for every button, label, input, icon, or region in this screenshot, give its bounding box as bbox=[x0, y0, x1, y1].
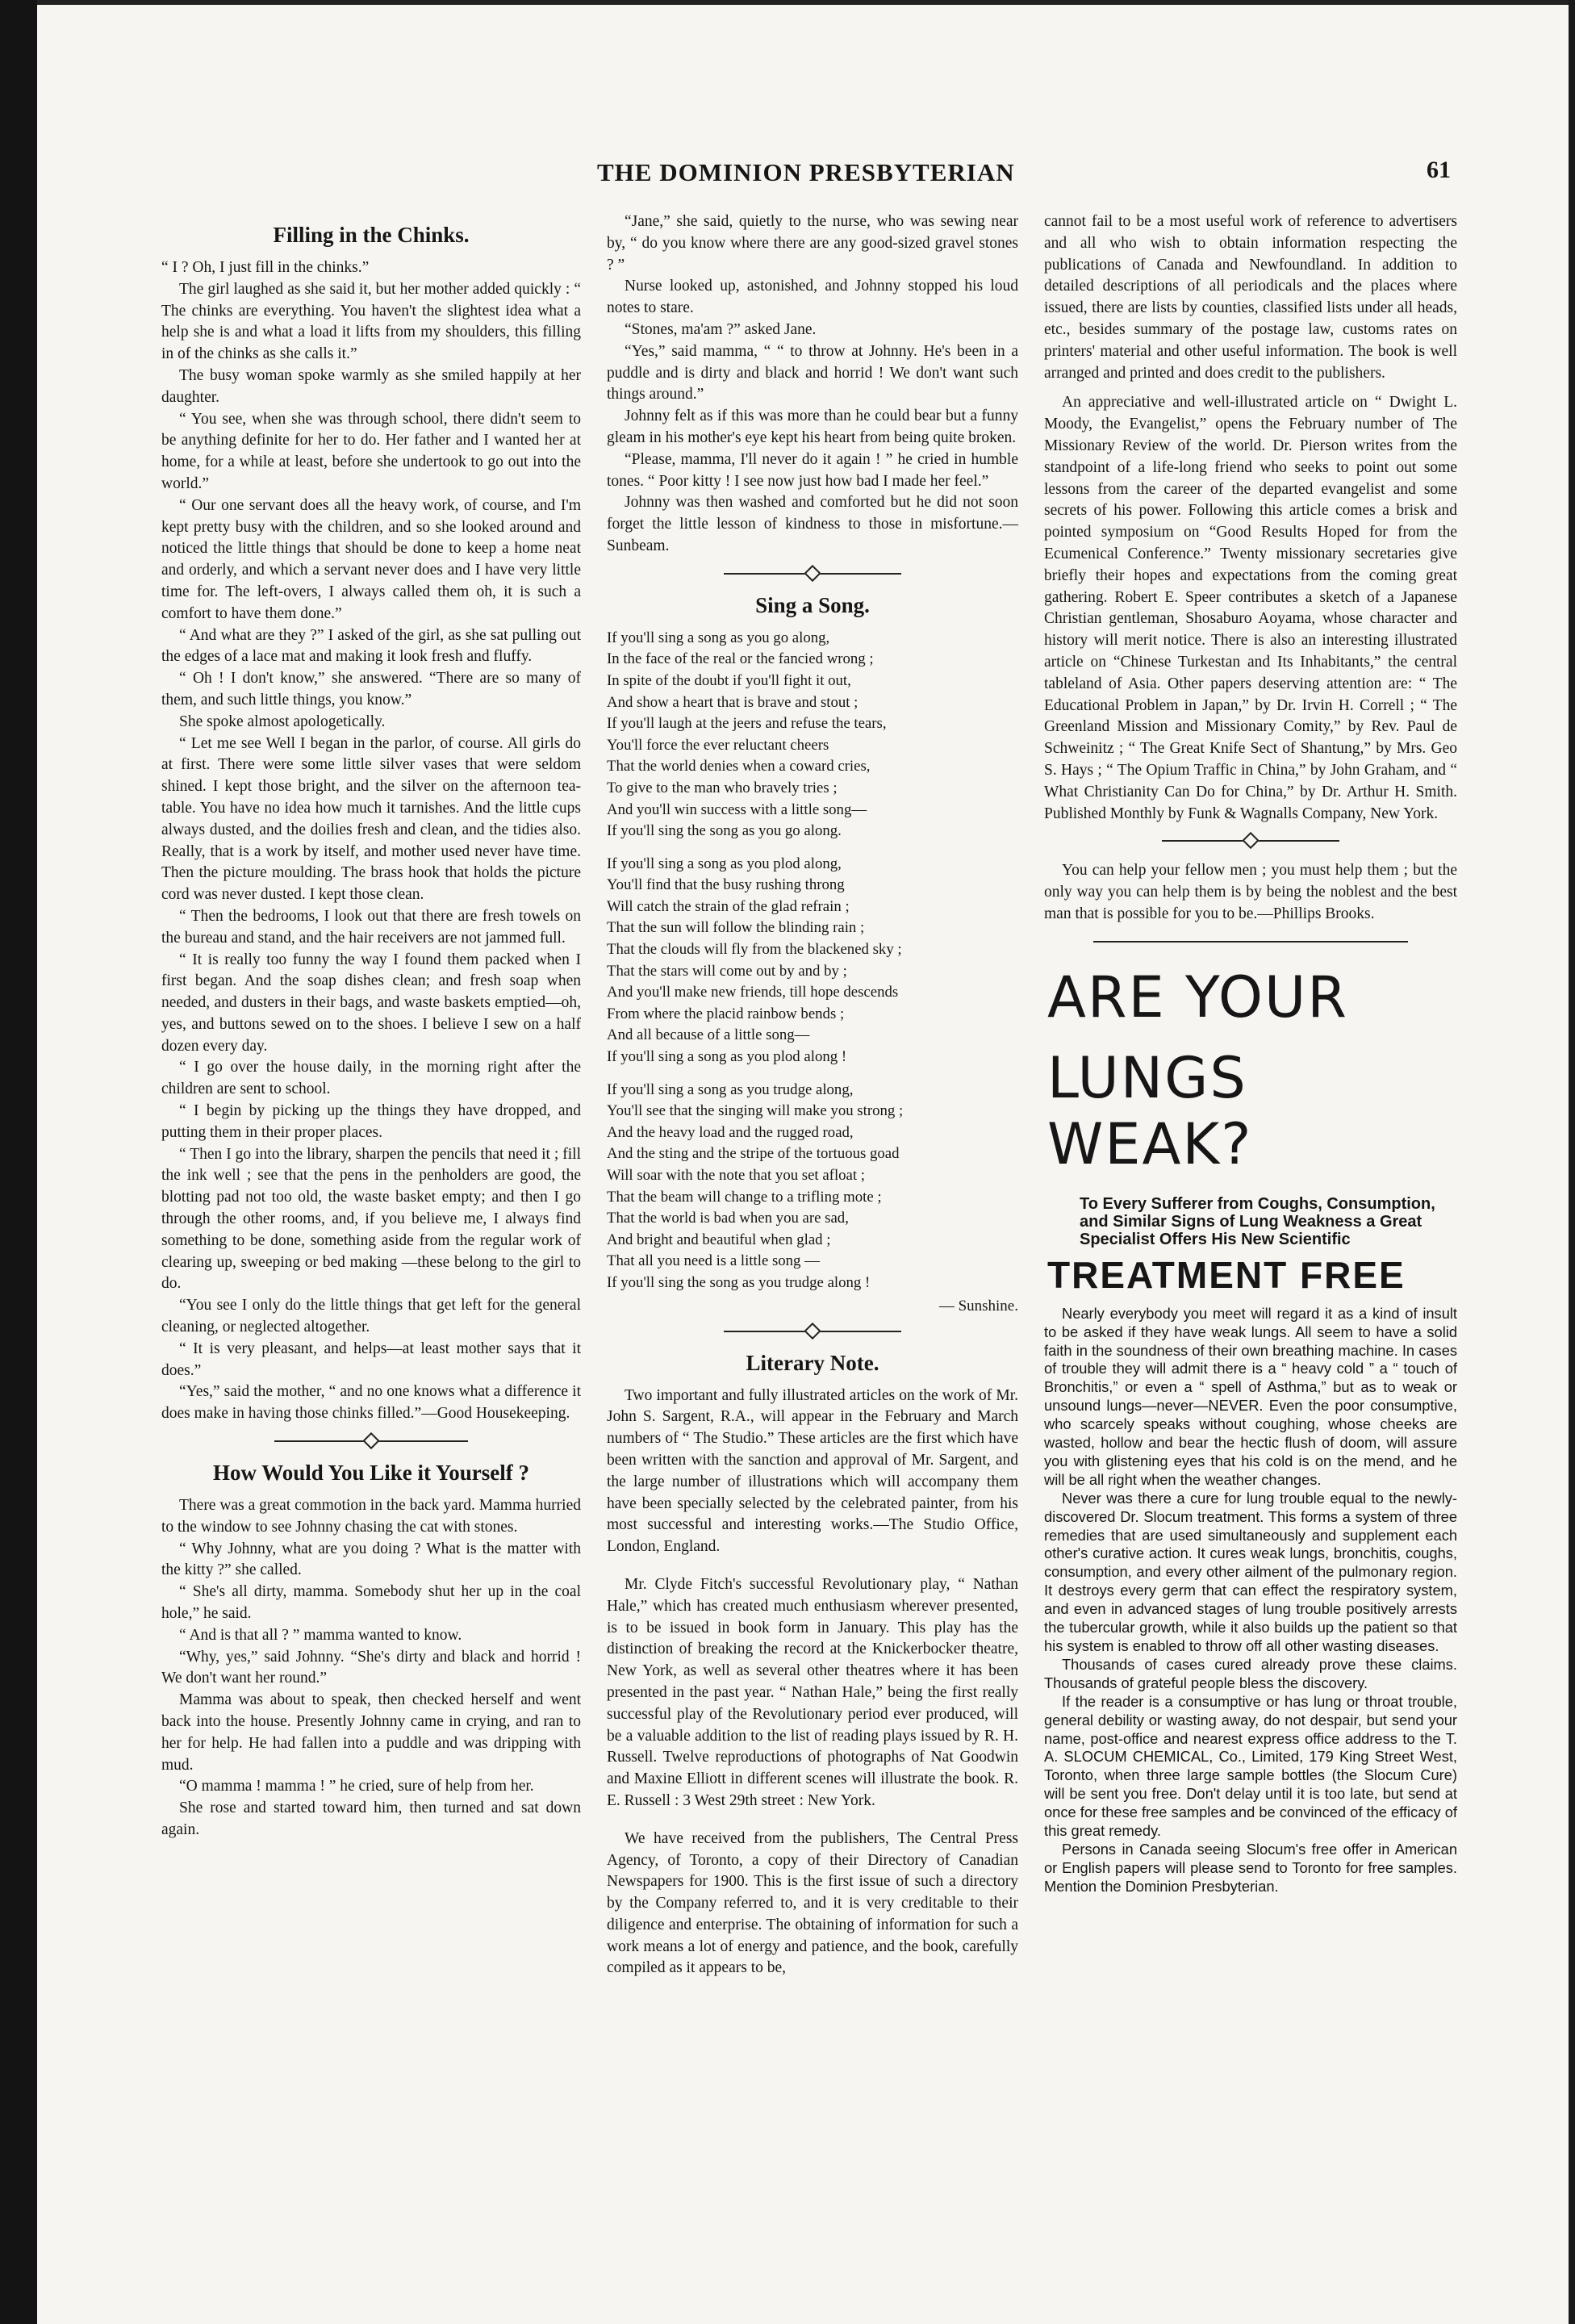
literary-notes-continued bbox=[1044, 211, 1457, 825]
paragraph: “O mamma ! mamma ! ” he cried, sure of help from her. bbox=[179, 1778, 534, 1795]
paragraph: “Why, yes,” said Johnny. “She's dirty and black and horrid ! We don't want her round.” bbox=[161, 1648, 581, 1687]
article-how-would-you bbox=[161, 1495, 581, 1841]
column-1 bbox=[161, 211, 581, 1841]
poem-sing-a-song bbox=[607, 628, 1018, 1315]
paragraph: “ It is very pleasant, and helps—at least mother says that it does.” bbox=[161, 1340, 581, 1379]
poem-stanza bbox=[607, 628, 1018, 842]
paragraph: “ Oh ! I don't know,” she answered. “There are so many of them, and such little things, you know.” bbox=[161, 670, 581, 708]
poem-line: That the beam will change to a trifling mote ; bbox=[607, 1188, 882, 1206]
ad-subheadline: To Every Sufferer from Coughs, Consumption, and Similar Signs of Lung Weakness a Great Specialist Offers His New Scientific bbox=[1080, 1194, 1435, 1248]
poem-title-sing-a-song: Sing a Song. bbox=[755, 592, 870, 617]
article-how-would-you-continued bbox=[607, 211, 1018, 558]
paragraph: “Jane,” she said, quietly to the nurse, who was sewing near by, “ do you know where there are any good-sized gravel stones ? ” bbox=[607, 213, 1018, 274]
poem-line: That the sun will follow the blinding rain ; bbox=[607, 919, 865, 937]
paragraph: We have received from the publishers, The Central Press Agency, of Toronto, a copy of their Directory of Canadian Newspapers for 1900. This is the first issue of such a directory by the Company referred to, and it is very creditable to their diligence and enterprise. The obtaining of information for such a work means a lot of energy and patience, and the book, carefully compiled as it appears to be, bbox=[607, 1829, 1018, 1977]
poem-line: To give to the man who bravely tries ; bbox=[607, 779, 838, 796]
ad-paragraph: If the reader is a consumptive or has lung or throat trouble, general debility or wasting away, do not despair, but send your name, post-office and nearest express office address to the T. A. SLOCUM CHEMICAL, Co., Limited, 179 King Street West, Toronto, when three large sample bottles (the Slocum Cure) will be sent you free. Don't delay until it is too late, but send at once for these free samples and be convinced of the efficacy of this great remedy. bbox=[1044, 1692, 1457, 1840]
paragraph: “You see I only do the little things that get left for the general cleaning, or neglected altogether. bbox=[161, 1297, 581, 1336]
paragraph: There was a great commotion in the back yard. Mamma hurried to the window to see Johnny chasing the cat with stones. bbox=[161, 1497, 581, 1536]
literary-notes bbox=[607, 1386, 1018, 1980]
paragraph: She spoke almost apologetically. bbox=[179, 713, 386, 730]
poem-line: And you'll win success with a little song— bbox=[607, 800, 867, 818]
ad-paragraph: Nearly everybody you meet will regard it as a kind of insult to be asked if they have weak lungs. All seem to have a solid faith in the soundness of their own breathing machine. In cases of trouble they will admit there is a “ heavy cold ” a “ touch of Bronchitis,” or even a “ spell of Asthma,” but as to weak or unsound lungs—never—NEVER. Even the poor consumptive, who scarcely speaks without coughing, whose cheeks are wasted, hollow and bear the hectic flush of doom, will assure you with glistening eyes that his cold is on the mend, and he will be all right when the weather changes. bbox=[1044, 1304, 1457, 1488]
paragraph: “ Then the bedrooms, I look out that there are fresh towels on the bureau and stand, and the hair receivers are not jammed full. bbox=[161, 907, 581, 947]
paragraph: “ Why Johnny, what are you doing ? What is the matter with the kitty ?” she called. bbox=[161, 1540, 581, 1579]
poem-attribution: — Sunshine. bbox=[938, 1297, 1018, 1315]
column-2 bbox=[607, 211, 1018, 1979]
section-title-literary-note: Literary Note. bbox=[746, 1350, 879, 1375]
poem-line: You'll force the ever reluctant cheers bbox=[607, 736, 829, 754]
paragraph: “ She's all dirty, mamma. Somebody shut her up in the coal hole,” he said. bbox=[161, 1583, 581, 1623]
poem-line: That all you need is a little song — bbox=[607, 1252, 820, 1270]
poem-line: That the clouds will fly from the blackened sky ; bbox=[607, 941, 902, 959]
paragraph: “ Our one servant does all the heavy work, of course, and I'm kept pretty busy with the children, and so she looked around and noticed the little things that should be done to keep a home neat and orderly, and which a servant never does and I have very little time for. The left-overs, I always called them oh, it is such a comfort to have them done.” bbox=[161, 496, 581, 622]
paragraph: “ You see, when she was through school, there didn't seem to be anything definite for her to do. Her father and I wanted her at home, for a while at least, before she undertook to go out into the world.” bbox=[161, 410, 581, 492]
paragraph: “ And what are they ?” I asked of the girl, as she sat pulling out the edges of a lace mat and making it look fresh and fluffy. bbox=[161, 626, 581, 666]
section-divider bbox=[724, 1323, 901, 1340]
poem-line: And show a heart that is brave and stout ; bbox=[607, 693, 859, 711]
quote-phillips-brooks: You can help your fellow men ; you must help them ; but the only way you can help them is by being the noblest and the best man that is possible for you to be.—Phillips Brooks. bbox=[1044, 862, 1457, 922]
poem-stanza bbox=[607, 1080, 1018, 1294]
scan-edge-left bbox=[0, 0, 37, 2324]
section-divider bbox=[1093, 934, 1408, 950]
paragraph: Johnny felt as if this was more than he could bear but a funny gleam in his mother's eye kept his heart from being quite broken. bbox=[607, 408, 1018, 446]
ad-paragraph: Thousands of cases cured already prove these claims. Thousands of grateful people bless the discovery. bbox=[1044, 1655, 1457, 1691]
paragraph: “ I begin by picking up the things they have dropped, and putting them in their proper places. bbox=[161, 1102, 581, 1141]
section-divider bbox=[724, 566, 901, 582]
paragraph: “ It is really too funny the way I found them packed when I first began. And the soap dishes clean; and fresh soap when needed, and dusters in their bags, and waste baskets emptied—oh, yes, and buttons sewed on to the shoes. I believe I sew on a half dozen every day. bbox=[161, 951, 581, 1055]
poem-line: If you'll sing a song as you plod along ! bbox=[607, 1048, 847, 1066]
paragraph: “Yes,” said mamma, “ “ to throw at Johnny. He's been in a puddle and is dirty and black and horrid ! We don't want such things around.” bbox=[607, 342, 1018, 403]
poem-line: If you'll sing a song as you plod along, bbox=[607, 855, 842, 872]
paragraph: “Please, mamma, I'll never do it again ! ” he cried in humble tones. “ Poor kitty ! I see now just how bad I made her feel.” bbox=[607, 450, 1018, 490]
poem-line: That the world denies when a coward cries, bbox=[607, 758, 871, 775]
poem-line: From where the placid rainbow bends ; bbox=[607, 1005, 845, 1022]
page-number: 61 bbox=[1427, 157, 1451, 183]
ad-headline-line-2: LUNGS WEAK? bbox=[1047, 1044, 1253, 1177]
ad-paragraph: Never was there a cure for lung trouble equal to the newly-discovered Dr. Slocum treatment. This forms a system of three remedies that are used simultaneously and supplement each other's curative action. It cures weak lungs, bronchitis, coughs, consumption, and every other ailment of the pulmonary region. It destroys every germ that can effect the respiratory system, and even in advanced stages of lung trouble positively arrests the tubercular growth, while it also builds up the patient so that his system is enabled to throw off all other wasting diseases. bbox=[1044, 1489, 1457, 1655]
paragraph: “ I ? Oh, I just fill in the chinks.” bbox=[161, 259, 370, 276]
article-filling-chinks bbox=[161, 257, 581, 1425]
scan-edge-top bbox=[0, 0, 1575, 5]
poem-line: You'll see that the singing will make you strong ; bbox=[607, 1102, 904, 1120]
paragraph: “Stones, ma'am ?” asked Jane. bbox=[625, 320, 817, 338]
paragraph: “ I go over the house daily, in the morning right after the children are sent to school. bbox=[161, 1059, 581, 1098]
paragraph: Johnny was then washed and comforted but he did not soon forget the little lesson of kindness to those in misfortune.—Sunbeam. bbox=[607, 494, 1018, 554]
poem-line: If you'll sing a song as you trudge along, bbox=[607, 1080, 854, 1098]
column-3 bbox=[1044, 211, 1457, 1896]
poem-line: In spite of the doubt if you'll fight it out, bbox=[607, 671, 851, 689]
section-divider bbox=[1162, 833, 1339, 849]
paragraph: Nurse looked up, astonished, and Johnny stopped his loud notes to stare. bbox=[607, 278, 1018, 317]
ad-paragraph: Persons in Canada seeing Slocum's free offer in American or English papers will please send to Toronto for free samples. Mention the Dominion Presbyterian. bbox=[1044, 1840, 1457, 1895]
poem-line: If you'll laugh at the jeers and refuse the tears, bbox=[607, 715, 887, 733]
poem-line: And the heavy load and the rugged road, bbox=[607, 1123, 854, 1141]
paragraph: An appreciative and well-illustrated article on “ Dwight L. Moody, the Evangelist,” opens the February number of The Missionary Review of the world. Dr. Pierson writes from the standpoint of a life-long friend who seeks to point out some lessons from the career of the departed evangelist and some secrets of his power. Following this article comes a brisk and pointed symposium on “Good Results Hoped for from the Ecumenical Conference.” Twenty missionary secretaries give briefly their hopes and expectations from the coming great gathering. Robert E. Speer contributes a sketch of a Japanese Christian gentleman, Shosaburo Aoyama, whose character and history will merit notice. There is also an interesting illustrated article on “Chinese Turkestan and Its Inhabitants,” the central tableland of Asia. Other papers deserving attention are: “ The Educational Problem in Japan,” by Dr. Irvin H. Correll ; “ The Greenland Mission and Missionary Comity,” by Rev. Paul de Schweinitz ; “ The Great Knife Sect of Shantung,” by Mrs. Geo S. Hays ; “ The Opium Traffic in China,” by John Graham, and “ What Christianity Can Do for China,” by Dr. Arthur H. Smith. Published Monthly by Funk & Wagnalls Company, New York. bbox=[1044, 394, 1457, 822]
paragraph: Mamma was about to speak, then checked herself and went back into the house. Presently Johnny came in crying, and ran to her for help. He had fallen into a puddle and was dripping with mud. bbox=[161, 1691, 581, 1774]
paragraph: Mr. Clyde Fitch's successful Revolutionary play, “ Nathan Hale,” which has created much enthusiasm wherever presented, is to be issued in book form in January. This play has the distinction of breaking the record at the Knickerbocker theatre, New York, as well as several other theatres where it has been presented in the past year. “ Nathan Hale,” being the first really successful play of the Revolutionary period ever produced, will be a valuable addition to the list of reading plays issued by R. H. Russell. Twelve reproductions of photographs of Nat Goodwin and Maxine Elliott in different scenes will illustrate the book. R. E. Russell : 3 West 29th street : New York. bbox=[607, 1575, 1018, 1809]
masthead-title: THE DOMINION PRESBYTERIAN bbox=[597, 158, 1015, 186]
poem-line: And all because of a little song— bbox=[607, 1026, 810, 1044]
paragraph: “ Then I go into the library, sharpen the pencils that need it ; fill the ink well ; see that the pens in the penholders are good, the blotting pad not too old, the waste basket empty; and then I go through the other rooms, and, if you believe me, I always find something to be done, something aside from the regular work of clearing up, sweeping or bed making —these belong to the girl to do. bbox=[161, 1145, 581, 1293]
ad-headline-line-1: ARE YOUR bbox=[1047, 963, 1348, 1030]
poem-line: And the sting and the stripe of the tortuous goad bbox=[607, 1145, 900, 1163]
paragraph: cannot fail to be a most useful work of reference to advertisers and all who wish to obtain information respecting the publications of Canada and Newfoundland. In addition to detailed descriptions of all periodicals and the places where issued, there are lists by counties, classified lists under all heads, etc., besides summary of the postage law, customs rates on printers' material and other useful information. The book is well arranged and printed and does credit to the publishers. bbox=[1044, 213, 1457, 382]
article-title-how-would-you: How Would You Like it Yourself ? bbox=[212, 1461, 530, 1486]
paragraph: She rose and started toward him, then turned and sat down again. bbox=[161, 1799, 581, 1838]
section-divider bbox=[274, 1433, 468, 1449]
poem-line: If you'll sing the song as you trudge along ! bbox=[607, 1273, 871, 1291]
poem-line: Will catch the strain of the glad refrain ; bbox=[607, 897, 850, 915]
poem-stanza bbox=[607, 854, 1018, 1068]
poem-line: And you'll make new friends, till hope descends bbox=[607, 984, 899, 1001]
paragraph: The busy woman spoke warmly as she smiled happily at her daughter. bbox=[161, 366, 581, 406]
advertisement-lungs bbox=[1044, 964, 1457, 1896]
ad-treatment-free: TREATMENT FREE bbox=[1047, 1253, 1406, 1296]
poem-line: Will soar with the note that you set afloat ; bbox=[607, 1167, 866, 1184]
paragraph: “Yes,” said the mother, “ and no one knows what a difference it does make in having those chinks filled.”—Good Housekeeping. bbox=[161, 1383, 581, 1423]
poem-line: In the face of the real or the fancied wrong ; bbox=[607, 650, 874, 668]
poem-line: If you'll sing the song as you go along. bbox=[607, 822, 842, 840]
paragraph: The girl laughed as she said it, but her mother added quickly : “ The chinks are everything. You haven't the slightest idea what a help she is and what a load it lifts from my shoulders, this filling in of the chinks as she calls it.” bbox=[161, 280, 581, 363]
article-title-filling-chinks: Filling in the Chinks. bbox=[273, 223, 470, 247]
poem-line: That the stars will come out by and by ; bbox=[607, 962, 847, 980]
poem-line: That the world is bad when you are sad, bbox=[607, 1210, 849, 1227]
poem-line: And bright and beautiful when glad ; bbox=[607, 1231, 831, 1248]
poem-line: If you'll sing a song as you go along, bbox=[607, 629, 830, 646]
poem-line: You'll find that the busy rushing throng bbox=[607, 876, 845, 894]
paragraph: “ And is that all ? ” mamma wanted to know. bbox=[179, 1626, 462, 1644]
paragraph: “ Let me see Well I began in the parlor, of course. All girls do at first. There were some little silver vases that were seldom shined. I kept those bright, and the silver on the afternoon tea-table. You have no idea how much it tarnishes. And the little cups always dusted, and the doilies fresh and clean, and the tidies also. Really, that is a work by itself, and mother used never have time. Then the picture moulding. The brass hook that holds the picture cord was never dusted. I kept those clean. bbox=[161, 734, 581, 904]
paragraph: Two important and fully illustrated articles on the work of Mr. John S. Sargent, R.A., will appear in the February and March numbers of “ The Studio.” These articles are the first which have been written with the sanction and approval of Mr. Sargent, and the large number of illustrations which will accompany them have been specially selected by the celebrated painter, from his most successful and interesting works.—The Studio Office, London, England. bbox=[607, 1386, 1018, 1556]
scan-edge-right bbox=[1569, 0, 1575, 2324]
